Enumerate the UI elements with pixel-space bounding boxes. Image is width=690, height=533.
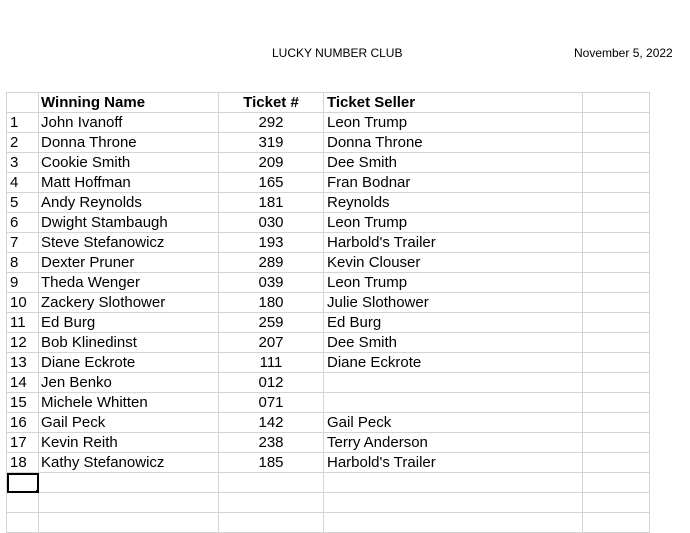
ticket-seller-cell[interactable]: Reynolds [324, 193, 583, 213]
row-number-cell[interactable]: 18 [7, 453, 39, 473]
row-number-cell[interactable]: 4 [7, 173, 39, 193]
table-row [7, 413, 650, 433]
ticket-seller-cell[interactable] [324, 393, 583, 413]
cell-empty[interactable] [583, 493, 650, 513]
ticket-seller-cell[interactable]: Terry Anderson [324, 433, 583, 453]
cell-empty[interactable] [39, 473, 219, 493]
winning-name-cell[interactable]: Theda Wenger [39, 273, 219, 293]
ticket-number-cell[interactable]: 180 [219, 293, 324, 313]
ticket-number-cell[interactable]: 292 [219, 113, 324, 133]
cell-empty[interactable] [324, 473, 583, 493]
ticket-number-cell[interactable]: 207 [219, 333, 324, 353]
row-number-cell[interactable]: 11 [7, 313, 39, 333]
cell-empty[interactable] [583, 273, 650, 293]
ticket-number-cell[interactable]: 111 [219, 353, 324, 373]
cell-empty[interactable] [583, 353, 650, 373]
fill-handle[interactable] [36, 490, 39, 493]
winning-name-cell[interactable]: Diane Eckrote [39, 353, 219, 373]
cell-empty[interactable] [583, 333, 650, 353]
table-row [7, 173, 650, 193]
ticket-number-cell[interactable]: 185 [219, 453, 324, 473]
table-row [7, 213, 650, 233]
winning-name-cell[interactable]: Bob Klinedinst [39, 333, 219, 353]
table-row [7, 273, 650, 293]
ticket-number-cell[interactable]: 319 [219, 133, 324, 153]
winning-name-cell[interactable]: Matt Hoffman [39, 173, 219, 193]
cell-empty[interactable] [583, 473, 650, 493]
winning-name-cell[interactable]: Donna Throne [39, 133, 219, 153]
cell-empty[interactable] [39, 513, 219, 533]
ticket-number-cell[interactable]: 142 [219, 413, 324, 433]
cell-empty[interactable] [583, 433, 650, 453]
table-row [7, 373, 650, 393]
ticket-seller-cell[interactable]: Ed Burg [324, 313, 583, 333]
cell-empty[interactable] [7, 493, 39, 513]
page-title: LUCKY NUMBER CLUB [272, 46, 403, 60]
winning-name-cell[interactable]: Zackery Slothower [39, 293, 219, 313]
ticket-number-cell[interactable]: 193 [219, 233, 324, 253]
ticket-number-cell[interactable]: 039 [219, 273, 324, 293]
empty-row [7, 513, 650, 533]
column-header-ticket[interactable]: Ticket # [219, 93, 324, 113]
row-number-cell[interactable]: 9 [7, 273, 39, 293]
active-cell[interactable] [7, 473, 39, 493]
winning-name-cell[interactable]: Ed Burg [39, 313, 219, 333]
ticket-number-cell[interactable]: 030 [219, 213, 324, 233]
page-date: November 5, 2022 [574, 46, 673, 60]
table-row [7, 333, 650, 353]
row-number-cell[interactable]: 5 [7, 193, 39, 213]
cell-empty[interactable] [583, 133, 650, 153]
table-row [7, 353, 650, 373]
table-row [7, 313, 650, 333]
empty-row [7, 473, 650, 493]
cell-empty[interactable] [219, 473, 324, 493]
cell-empty[interactable] [7, 93, 39, 113]
table-row [7, 233, 650, 253]
cell-empty[interactable] [583, 213, 650, 233]
row-number-cell[interactable]: 7 [7, 233, 39, 253]
ticket-seller-cell[interactable]: Harbold's Trailer [324, 233, 583, 253]
table-row [7, 113, 650, 133]
winning-name-cell[interactable]: Cookie Smith [39, 153, 219, 173]
cell-empty[interactable] [583, 293, 650, 313]
cell-empty[interactable] [324, 513, 583, 533]
winning-name-cell[interactable]: John Ivanoff [39, 113, 219, 133]
row-number-cell[interactable]: 13 [7, 353, 39, 373]
cell-empty[interactable] [583, 113, 650, 133]
column-header-ticket-seller[interactable]: Ticket Seller [324, 93, 583, 113]
ticket-seller-cell[interactable]: Leon Trump [324, 273, 583, 293]
ticket-number-cell[interactable]: 181 [219, 193, 324, 213]
ticket-number-cell[interactable]: 071 [219, 393, 324, 413]
row-number-cell[interactable]: 1 [7, 113, 39, 133]
table-row [7, 153, 650, 173]
cell-empty[interactable] [219, 493, 324, 513]
spreadsheet-grid [6, 92, 650, 533]
cell-empty[interactable] [219, 513, 324, 533]
winning-name-cell[interactable]: Gail Peck [39, 413, 219, 433]
cell-empty[interactable] [583, 313, 650, 333]
row-number-cell[interactable]: 8 [7, 253, 39, 273]
cell-empty[interactable] [583, 93, 650, 113]
table-row [7, 393, 650, 413]
winning-name-cell[interactable]: Andy Reynolds [39, 193, 219, 213]
ticket-number-cell[interactable]: 289 [219, 253, 324, 273]
ticket-number-cell[interactable]: 209 [219, 153, 324, 173]
cell-empty[interactable] [583, 173, 650, 193]
ticket-seller-cell[interactable]: Kevin Clouser [324, 253, 583, 273]
ticket-seller-cell[interactable]: Dee Smith [324, 333, 583, 353]
table-row [7, 293, 650, 313]
ticket-seller-cell[interactable]: Fran Bodnar [324, 173, 583, 193]
ticket-seller-cell[interactable]: Donna Throne [324, 133, 583, 153]
table-row [7, 133, 650, 153]
ticket-number-cell[interactable]: 259 [219, 313, 324, 333]
cell-empty[interactable] [583, 153, 650, 173]
cell-empty[interactable] [583, 233, 650, 253]
cell-empty[interactable] [583, 453, 650, 473]
winning-name-cell[interactable]: Michele Whitten [39, 393, 219, 413]
row-number-cell[interactable]: 17 [7, 433, 39, 453]
row-number-cell[interactable]: 2 [7, 133, 39, 153]
row-number-cell[interactable]: 14 [7, 373, 39, 393]
ticket-seller-cell[interactable]: Leon Trump [324, 113, 583, 133]
cell-empty[interactable] [39, 493, 219, 513]
cell-empty[interactable] [324, 493, 583, 513]
row-number-cell[interactable]: 3 [7, 153, 39, 173]
header-row [7, 93, 650, 113]
cell-empty[interactable] [583, 393, 650, 413]
cell-empty[interactable] [7, 513, 39, 533]
ticket-seller-cell[interactable]: Gail Peck [324, 413, 583, 433]
cell-empty[interactable] [583, 413, 650, 433]
winning-name-cell[interactable]: Kevin Reith [39, 433, 219, 453]
cell-empty[interactable] [583, 193, 650, 213]
empty-row [7, 493, 650, 513]
row-number-cell[interactable]: 16 [7, 413, 39, 433]
winning-name-cell[interactable]: Dwight Stambaugh [39, 213, 219, 233]
winning-name-cell[interactable]: Jen Benko [39, 373, 219, 393]
ticket-seller-cell[interactable]: Diane Eckrote [324, 353, 583, 373]
ticket-seller-cell[interactable]: Leon Trump [324, 213, 583, 233]
cell-empty[interactable] [583, 253, 650, 273]
row-number-cell[interactable]: 15 [7, 393, 39, 413]
ticket-seller-cell[interactable]: Dee Smith [324, 153, 583, 173]
table-row [7, 433, 650, 453]
row-number-cell[interactable]: 6 [7, 213, 39, 233]
winning-name-cell[interactable]: Steve Stefanowicz [39, 233, 219, 253]
table-row [7, 253, 650, 273]
row-number-cell[interactable]: 12 [7, 333, 39, 353]
table-row [7, 193, 650, 213]
winning-name-cell[interactable]: Dexter Pruner [39, 253, 219, 273]
ticket-seller-cell[interactable] [324, 373, 583, 393]
ticket-seller-cell[interactable]: Julie Slothower [324, 293, 583, 313]
cell-empty[interactable] [583, 373, 650, 393]
ticket-number-cell[interactable]: 165 [219, 173, 324, 193]
ticket-number-cell[interactable]: 012 [219, 373, 324, 393]
row-number-cell[interactable]: 10 [7, 293, 39, 313]
cell-empty[interactable] [583, 513, 650, 533]
ticket-number-cell[interactable]: 238 [219, 433, 324, 453]
table-row [7, 453, 650, 473]
ticket-seller-cell[interactable]: Harbold's Trailer [324, 453, 583, 473]
column-header-winning-name[interactable]: Winning Name [39, 93, 219, 113]
winning-name-cell[interactable]: Kathy Stefanowicz [39, 453, 219, 473]
